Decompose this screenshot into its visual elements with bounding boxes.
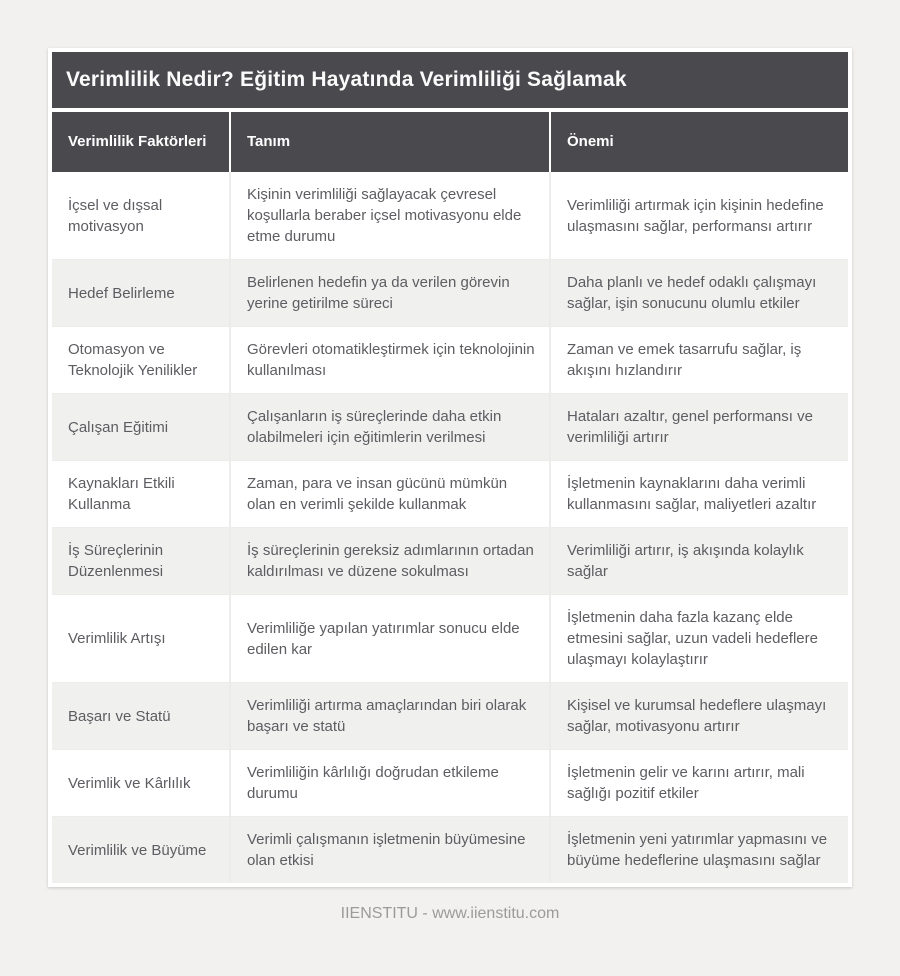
table-row	[52, 461, 848, 528]
table-row	[52, 260, 848, 327]
importance-cell: Verimliliği artırır, iş akışında kolaylık sağlar	[550, 528, 848, 595]
table-row	[52, 817, 848, 884]
definition-cell: Verimliliği artırma amaçlarından biri olarak başarı ve statü	[230, 683, 550, 750]
factor-cell: İş Süreçlerinin Düzenlenmesi	[52, 528, 230, 595]
factor-cell: Verimlik ve Kârlılık	[52, 750, 230, 817]
definition-cell: Görevleri otomatikleştirmek için teknolojinin kullanılması	[230, 327, 550, 394]
definition-cell: Verimliliğin kârlılığı doğrudan etkileme durumu	[230, 750, 550, 817]
importance-cell: Zaman ve emek tasarrufu sağlar, iş akışını hızlandırır	[550, 327, 848, 394]
table-header	[52, 112, 848, 172]
table-row	[52, 394, 848, 461]
definition-cell: Belirlenen hedefin ya da verilen görevin yerine getirilme süreci	[230, 260, 550, 327]
definition-cell: Verimli çalışmanın işletmenin büyümesine olan etkisi	[230, 817, 550, 884]
footer-credit: IIENSTITU - www.iienstitu.com	[340, 905, 560, 922]
factor-cell: Verimlilik Artışı	[52, 595, 230, 683]
factor-cell: Başarı ve Statü	[52, 683, 230, 750]
productivity-table-card	[48, 48, 852, 887]
table-row	[52, 327, 848, 394]
importance-cell: İşletmenin daha fazla kazanç elde etmesini sağlar, uzun vadeli hedeflere ulaşmayı kolaylaştırır	[550, 595, 848, 683]
importance-cell: İşletmenin kaynaklarını daha verimli kullanmasını sağlar, maliyetleri azaltır	[550, 461, 848, 528]
table-header-row	[52, 112, 848, 172]
column-header-definition: Tanım	[230, 112, 550, 172]
importance-cell: Hataları azaltır, genel performansı ve verimliliği artırır	[550, 394, 848, 461]
importance-cell: İşletmenin gelir ve karını artırır, mali sağlığı pozitif etkiler	[550, 750, 848, 817]
importance-cell: Kişisel ve kurumsal hedeflere ulaşmayı sağlar, motivasyonu artırır	[550, 683, 848, 750]
factor-cell: Verimlilik ve Büyüme	[52, 817, 230, 884]
column-header-factors: Verimlilik Faktörleri	[52, 112, 230, 172]
column-header-importance: Önemi	[550, 112, 848, 172]
importance-cell: İşletmenin yeni yatırımlar yapmasını ve büyüme hedeflerine ulaşmasını sağlar	[550, 817, 848, 884]
importance-cell: Daha planlı ve hedef odaklı çalışmayı sağlar, işin sonucunu olumlu etkiler	[550, 260, 848, 327]
table-row	[52, 172, 848, 260]
definition-cell: Kişinin verimliliği sağlayacak çevresel koşullarla beraber içsel motivasyonu elde etme durumu	[230, 172, 550, 260]
productivity-table	[52, 112, 848, 883]
factor-cell: Otomasyon ve Teknolojik Yenilikler	[52, 327, 230, 394]
table-row	[52, 528, 848, 595]
page-title: Verimlilik Nedir? Eğitim Hayatında Verimliliği Sağlamak	[52, 52, 848, 108]
definition-cell: Verimliliğe yapılan yatırımlar sonucu elde edilen kar	[230, 595, 550, 683]
definition-cell: Zaman, para ve insan gücünü mümkün olan en verimli şekilde kullanmak	[230, 461, 550, 528]
importance-cell: Verimliliği artırmak için kişinin hedefine ulaşmasını sağlar, performansı artırır	[550, 172, 848, 260]
factor-cell: Hedef Belirleme	[52, 260, 230, 327]
table-row	[52, 683, 848, 750]
definition-cell: İş süreçlerinin gereksiz adımlarının ortadan kaldırılması ve düzene sokulması	[230, 528, 550, 595]
factor-cell: Kaynakları Etkili Kullanma	[52, 461, 230, 528]
definition-cell: Çalışanların iş süreçlerinde daha etkin olabilmeleri için eğitimlerin verilmesi	[230, 394, 550, 461]
table-row	[52, 750, 848, 817]
table-row	[52, 595, 848, 683]
factor-cell: Çalışan Eğitimi	[52, 394, 230, 461]
table-body	[52, 172, 848, 883]
factor-cell: İçsel ve dışsal motivasyon	[52, 172, 230, 260]
